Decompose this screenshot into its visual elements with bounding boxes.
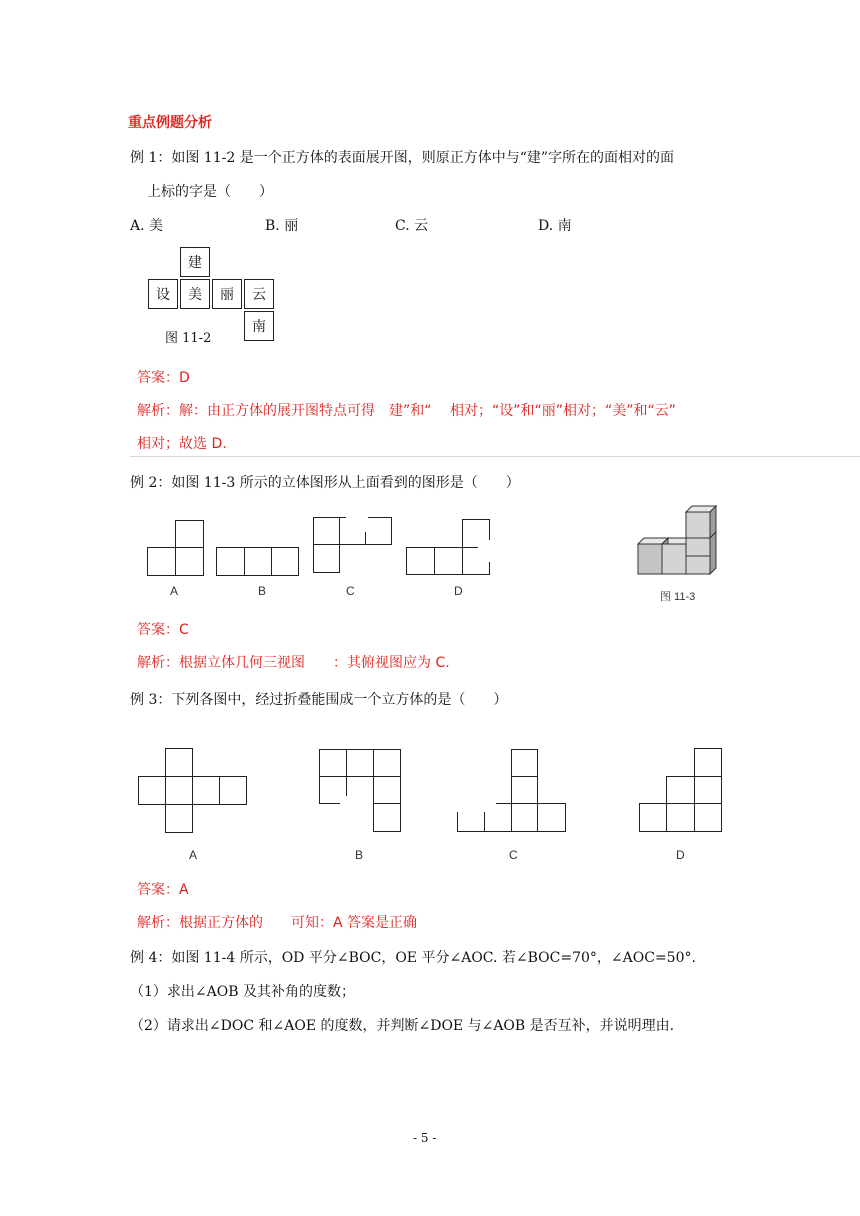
ex1-question-line2: 上标的字是（ ） (147, 184, 273, 200)
ex4-question: 例 4：如图 11-4 所示，OD 平分∠BOC，OE 平分∠AOC. 若∠BOC=70°，∠AOC=50°. (130, 950, 696, 966)
ex3-question: 例 3：下列各图中，经过折叠能围成一个立方体的是（ ） (130, 692, 508, 708)
ex1-option-a: A. 美 (130, 218, 164, 234)
section-divider (130, 456, 860, 457)
ex2-analysis: 解析：根据立体几何三视图 ：其俯视图应为 C. (137, 655, 450, 671)
ex1-answer: 答案：D (137, 370, 190, 386)
ex3-option-c-label: C (509, 848, 518, 862)
ex2-option-a-label: A (170, 584, 179, 598)
ex2-option-d-label: D (454, 584, 463, 598)
ex1-analysis-line2: 相对；故选 D. (137, 436, 227, 452)
ex1-analysis-line1: 解析：解：由正方体的展开图特点可得 建”和“ 相对；“设”和“丽”相对；“美”和“云” (137, 403, 676, 419)
net-cell-she: 设 (148, 279, 178, 309)
section-title: 重点例题分析 (128, 115, 212, 131)
ex4-part2: （2）请求出∠DOC 和∠AOE 的度数，并判断∠DOE 与∠AOB 是否互补，并说明理由. (130, 1018, 675, 1034)
net-cell-mei: 美 (180, 279, 210, 309)
ex3-analysis: 解析：根据正方体的 可知：A 答案是正确 (137, 915, 418, 931)
ex1-option-b: B. 丽 (265, 218, 299, 234)
ex3-option-d-label: D (676, 848, 685, 862)
ex3-option-b-label: B (355, 848, 364, 862)
ex4-part1: （1）求出∠AOB 及其补角的度数； (130, 984, 355, 1000)
ex2-question: 例 2：如图 11-3 所示的立体图形从上面看到的图形是（ ） (130, 475, 520, 491)
ex1-question-line1: 例 1：如图 11-2 是一个正方体的表面展开图，则原正方体中与“建”字所在的面相对的面 (130, 150, 675, 166)
ex2-3d-cubes-figure (624, 502, 724, 582)
ex2-figure-label: 图 11-3 (660, 591, 696, 603)
ex1-option-d: D. 南 (538, 218, 572, 234)
ex3-option-a-label: A (189, 848, 198, 862)
ex1-option-c: C. 云 (395, 218, 429, 234)
net-cell-yun: 云 (244, 279, 274, 309)
ex2-option-c-label: C (346, 584, 355, 598)
page-number: - 5 - (413, 1131, 437, 1145)
ex1-figure-label: 图 11-2 (165, 331, 212, 346)
net-cell-jian: 建 (180, 247, 210, 277)
net-cell-nan: 南 (244, 311, 274, 341)
ex2-answer: 答案：C (137, 622, 189, 638)
ex2-option-b-label: B (258, 584, 267, 598)
ex3-answer: 答案：A (137, 882, 189, 898)
net-cell-li: 丽 (212, 279, 242, 309)
